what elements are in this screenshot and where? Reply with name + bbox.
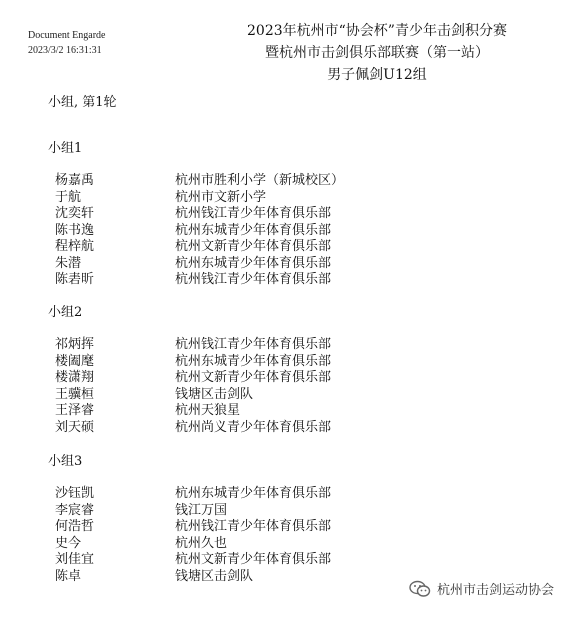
fencer-name: 刘佳宜: [55, 552, 95, 567]
fencer-club: 杭州文新青少年体育俱乐部: [175, 370, 332, 385]
fencer-name: 沙钰凯: [55, 486, 95, 501]
watermark: [409, 579, 554, 598]
table-row: [48, 272, 548, 289]
document-title: [180, 20, 574, 86]
fencer-name: 何浩哲: [55, 519, 95, 534]
title-line-3: 男子佩剑U12组: [327, 67, 427, 83]
fencer-name: 陈书逸: [55, 222, 95, 238]
fencer-club: 钱江万国: [175, 502, 228, 518]
group-3: [48, 453, 548, 585]
fencer-name: 程梓航: [55, 239, 95, 254]
group-title: 小组2: [48, 305, 83, 320]
round-label: 小组, 第1轮: [48, 95, 117, 110]
fencer-name: 杨嘉禹: [55, 173, 95, 188]
fencer-club: 杭州钱江青少年体育俱乐部: [175, 272, 332, 287]
watermark-text: 杭州市击剑运动协会: [436, 583, 554, 598]
table-row: [48, 206, 548, 223]
fencer-name: 史今: [55, 535, 82, 551]
fencer-name: 朱潜: [55, 255, 82, 271]
fencer-club: 杭州久也: [175, 535, 228, 551]
fencer-name: 祁炳挥: [55, 337, 95, 352]
table-row: [48, 519, 548, 536]
title-line-2: 暨杭州市击剑俱乐部联赛（第一站）: [265, 45, 489, 61]
fencer-club: 杭州尚义青少年体育俱乐部: [175, 419, 332, 435]
fencer-name: 王泽睿: [55, 403, 95, 418]
table-row: [48, 486, 548, 503]
fencer-club: 杭州钱江青少年体育俱乐部: [175, 206, 332, 221]
fencer-name: 陈卓: [55, 568, 82, 584]
fencer-club: 钱塘区击剑队: [175, 386, 254, 402]
fencer-name: 沈奕轩: [55, 206, 95, 221]
fencer-club: 杭州东城青少年体育俱乐部: [175, 486, 332, 501]
fencer-club: 杭州钱江青少年体育俱乐部: [175, 519, 332, 534]
table-row: [48, 403, 548, 420]
group-2: [48, 304, 548, 436]
table-row: [48, 190, 548, 207]
fencer-name: 李宸睿: [55, 502, 95, 518]
group-1: [48, 140, 548, 289]
fencer-club: 杭州市胜利小学（新城校区）: [175, 173, 345, 188]
fencer-name: 楼潇翔: [55, 370, 95, 385]
document-meta: [28, 28, 105, 58]
table-row: [48, 223, 548, 240]
software-name: Document Engarde: [28, 30, 106, 41]
fencer-club: 杭州文新青少年体育俱乐部: [175, 552, 332, 567]
fencer-club: 杭州文新青少年体育俱乐部: [175, 239, 332, 254]
table-row: [48, 173, 548, 190]
print-timestamp: 2023/3/2 16:31:31: [28, 45, 102, 56]
table-row: [48, 420, 548, 437]
fencer-name: 刘天硕: [55, 419, 95, 435]
title-line-1: 2023年杭州市“协会杯”青少年击剑积分赛: [247, 23, 507, 39]
table-row: [48, 239, 548, 256]
fencer-club: 杭州东城青少年体育俱乐部: [175, 222, 332, 238]
fencer-club: 杭州东城青少年体育俱乐部: [175, 255, 332, 271]
fencer-name: 陈砉昕: [55, 272, 95, 287]
group-title: 小组1: [48, 141, 83, 156]
fencer-club: 杭州钱江青少年体育俱乐部: [175, 337, 332, 352]
fencer-club: 杭州市文新小学: [175, 189, 267, 205]
table-row: [48, 256, 548, 273]
fencer-club: 杭州天狼星: [175, 403, 241, 418]
table-row: [48, 354, 548, 371]
table-row: [48, 503, 548, 520]
fencer-name: 王骥桓: [55, 386, 95, 402]
table-row: [48, 536, 548, 553]
group-title: 小组3: [48, 454, 83, 469]
table-row: [48, 552, 548, 569]
wechat-icon: [409, 580, 431, 598]
table-row: [48, 387, 548, 404]
table-row: [48, 337, 548, 354]
fencer-club: 杭州东城青少年体育俱乐部: [175, 353, 332, 369]
table-row: [48, 370, 548, 387]
fencer-name: 楼阖麾: [55, 353, 95, 369]
fencer-club: 钱塘区击剑队: [175, 568, 254, 584]
fencer-name: 于航: [55, 189, 82, 205]
